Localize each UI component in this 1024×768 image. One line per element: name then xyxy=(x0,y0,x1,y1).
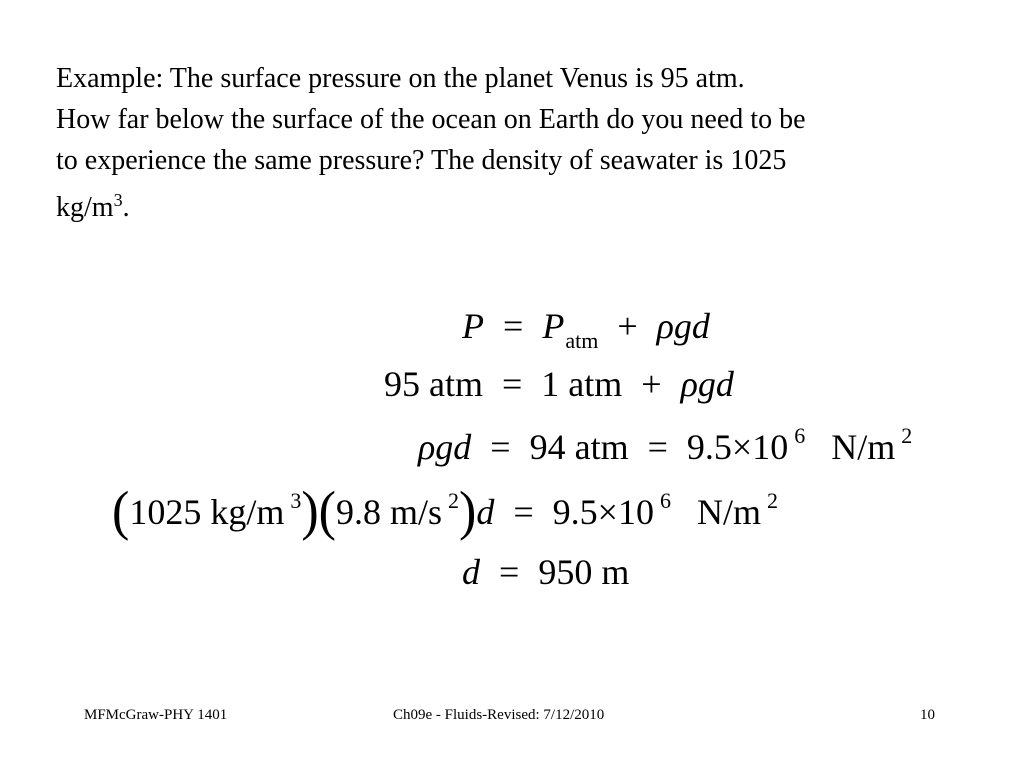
eq4-density-exponent: 3 xyxy=(290,488,302,513)
equation-numeric xyxy=(112,481,778,542)
eq3-exponent: 6 xyxy=(794,423,806,448)
equation-result xyxy=(462,550,629,594)
eq3-unit-exponent: 2 xyxy=(901,423,913,448)
equation-rho-g-d xyxy=(418,425,912,474)
sentence-period: . xyxy=(122,192,130,223)
eq1-lhs-p: P xyxy=(462,306,484,346)
equation-pressure-definition xyxy=(462,304,710,353)
eq4-gravity: 9.8 m/s xyxy=(336,492,443,532)
eq3-94-atm: 94 atm xyxy=(529,427,629,467)
eq3-gd: gd xyxy=(435,427,472,467)
eq4-open-paren-1: ( xyxy=(112,481,130,542)
footer-page-number: 10 xyxy=(920,707,935,723)
eq1-atm-subscript: atm xyxy=(565,328,599,353)
problem-line-1: Example: The surface pressure on the planet Venus is 95 atm. xyxy=(56,63,745,94)
equation-substitution xyxy=(384,362,734,406)
eq5-equals: = xyxy=(499,552,520,592)
problem-statement xyxy=(56,58,986,231)
eq2-lhs: 95 atm xyxy=(384,364,483,404)
eq4-close-paren-2: ) xyxy=(459,481,477,542)
eq4-coefficient: 9.5×10 xyxy=(552,492,654,532)
eq2-plus: + xyxy=(641,364,662,404)
footer-chapter: Ch09e - Fluids-Revised: 7/12/2010 xyxy=(393,707,605,723)
density-unit-text: kg/m xyxy=(56,192,114,223)
problem-line-4 xyxy=(56,187,986,231)
eq3-equals-2: = xyxy=(647,427,668,467)
eq4-d: d xyxy=(476,492,495,532)
eq5-result: 950 m xyxy=(538,552,630,592)
density-unit-exponent: 3 xyxy=(113,190,123,210)
eq3-equals-1: = xyxy=(490,427,511,467)
eq1-p-atm: P xyxy=(542,306,565,346)
eq4-unit-exponent: 2 xyxy=(766,488,778,513)
eq4-exponent: 6 xyxy=(659,488,671,513)
problem-line-2: How far below the surface of the ocean on Earth do you need to be xyxy=(56,104,806,135)
eq1-rho: ρ xyxy=(656,306,674,346)
eq5-d: d xyxy=(462,552,480,592)
eq2-one-atm: 1 atm xyxy=(541,364,623,404)
eq4-open-paren-2: ( xyxy=(318,481,336,542)
footer-course: MFMcGraw-PHY 1401 xyxy=(84,707,228,723)
eq1-equals: = xyxy=(503,306,524,346)
problem-line-3: to experience the same pressure? The density of seawater is 1025 xyxy=(56,145,787,176)
eq2-gd: gd xyxy=(697,364,734,404)
eq4-density: 1025 kg/m xyxy=(129,492,285,532)
eq2-rho: ρ xyxy=(680,364,698,404)
eq4-equals: = xyxy=(513,492,534,532)
eq4-unit: N/m xyxy=(696,492,761,532)
eq1-gd: gd xyxy=(673,306,710,346)
eq3-rho: ρ xyxy=(418,427,436,467)
eq4-close-paren-1: ) xyxy=(301,481,319,542)
eq3-coefficient: 9.5×10 xyxy=(686,427,789,467)
eq3-unit: N/m xyxy=(831,427,896,467)
eq1-plus: + xyxy=(617,306,638,346)
eq2-equals: = xyxy=(501,364,523,404)
eq4-gravity-exponent: 2 xyxy=(448,488,460,513)
